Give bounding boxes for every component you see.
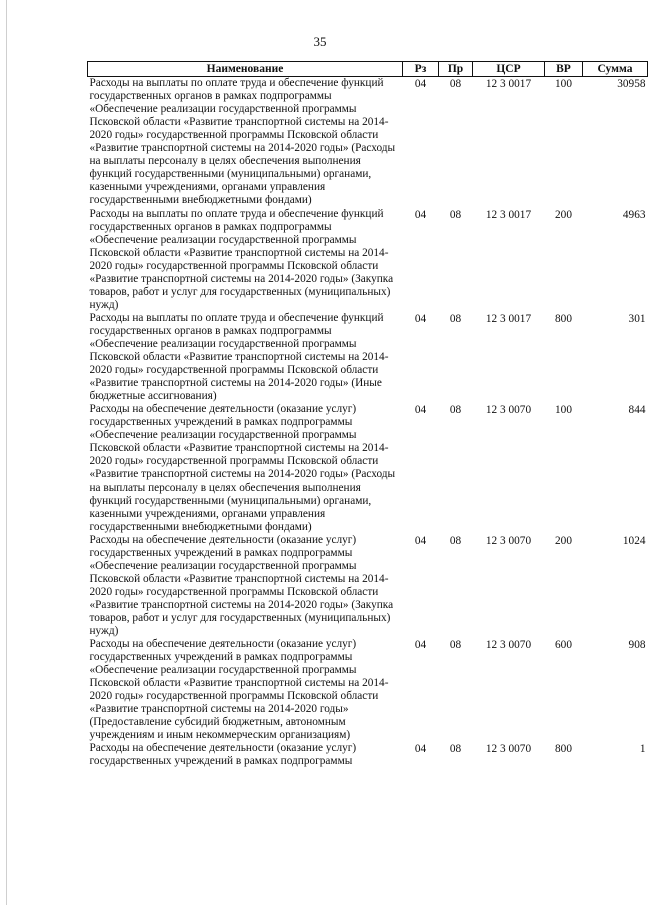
row-sum: 30958 (617, 78, 646, 91)
row-sum: 1 (639, 743, 646, 756)
row-sum: 844 (628, 404, 646, 417)
row-name: Расходы на выплаты по оплате труда и обеспечение функций государственных органов в рамках подпрограммы «Обеспечение реализации государственной программы Псковской области «Развитие транспортной системы на 2014-2020 годы» государственной программы Псковской области «Развитие транспортной системы на 2014-2020 годы» (Расходы на выплаты персоналу в целях обеспечения выполнения функций государственными (муниципальными) органами, казенными учреждениями, органами управления государственными внебюджетными фондами) (89, 77, 396, 207)
table-row (88, 312, 648, 403)
budget-table (87, 61, 648, 769)
row-csr: 12 3 0017 (485, 312, 532, 325)
row-csr: 12 3 0017 (485, 208, 532, 221)
row-vr: 800 (555, 312, 572, 325)
row-pr: 08 (449, 78, 462, 91)
row-vr: 600 (555, 639, 572, 652)
row-csr: 12 3 0070 (485, 534, 532, 547)
table-row (88, 77, 648, 208)
row-name: Расходы на обеспечение деятельности (оказание услуг) государственных учреждений в рамках подпрограммы «Обеспечение реализации государственной программы Псковской области «Развитие транспортной системы на 2014-2020 годы» государственной программы Псковской области «Развитие транспортной системы на 2014-2020 годы» (Расходы на выплаты персоналу в целях обеспечения выполнения функций государственными (муниципальными) органами, казенными учреждениями, органами управления государственными внебюджетными фондами) (89, 403, 396, 533)
row-pr: 08 (449, 208, 462, 221)
column-header-name: Наименование (88, 62, 403, 77)
row-vr: 200 (555, 208, 572, 221)
row-name: Расходы на обеспечение деятельности (оказание услуг) государственных учреждений в рамках подпрограммы (89, 742, 357, 768)
row-vr: 100 (555, 404, 572, 417)
row-csr: 12 3 0017 (485, 78, 532, 91)
table-row (88, 208, 648, 312)
row-rz: 04 (414, 208, 427, 221)
column-header-csr: ЦСР (473, 62, 545, 77)
row-rz: 04 (414, 639, 427, 652)
page-number: 35 (313, 34, 327, 49)
row-vr: 100 (555, 78, 572, 91)
column-header-pr: Пр (439, 62, 473, 77)
column-header-rz: Рз (403, 62, 439, 77)
column-header-vr: ВР (545, 62, 583, 77)
table-header-row (88, 62, 648, 77)
row-sum: 1024 (622, 534, 646, 547)
row-sum: 301 (628, 312, 646, 325)
row-rz: 04 (414, 534, 427, 547)
page-edge-line (6, 0, 7, 905)
row-csr: 12 3 0070 (485, 743, 532, 756)
row-rz: 04 (414, 78, 427, 91)
row-vr: 200 (555, 534, 572, 547)
row-name: Расходы на выплаты по оплате труда и обеспечение функций государственных органов в рамках подпрограммы «Обеспечение реализации государственной программы Псковской области «Развитие транспортной системы на 2014-2020 годы» государственной программы Псковской области «Развитие транспортной системы на 2014-2020 годы» (Иные бюджетные ассигнования) (89, 311, 389, 403)
table-row (88, 403, 648, 533)
row-name: Расходы на обеспечение деятельности (оказание услуг) государственных учреждений в рамках подпрограммы «Обеспечение реализации государственной программы Псковской области «Развитие транспортной системы на 2014-2020 годы» государственной программы Псковской области «Развитие транспортной системы на 2014-2020 годы» (Закупка товаров, работ и услуг для государственных (муниципальных) нужд) (89, 533, 394, 638)
row-csr: 12 3 0070 (485, 404, 532, 417)
row-rz: 04 (414, 312, 427, 325)
row-sum: 908 (628, 639, 646, 652)
table-row (88, 742, 648, 768)
row-rz: 04 (414, 404, 427, 417)
table-row (88, 638, 648, 742)
row-pr: 08 (449, 534, 462, 547)
row-name: Расходы на обеспечение деятельности (оказание услуг) государственных учреждений в рамках подпрограммы «Обеспечение реализации государственной программы Псковской области «Развитие транспортной системы на 2014-2020 годы» государственной программы Псковской области «Развитие транспортной системы на 2014-2020 годы» (Предоставление субсидий бюджетным, автономным учреждениям и иным некоммерческим организациям) (89, 638, 389, 742)
row-vr: 800 (555, 743, 572, 756)
table-row (88, 534, 648, 638)
row-csr: 12 3 0070 (485, 639, 532, 652)
row-pr: 08 (449, 312, 462, 325)
row-name: Расходы на выплаты по оплате труда и обеспечение функций государственных органов в рамках подпрограммы «Обеспечение реализации государственной программы Псковской области «Развитие транспортной системы на 2014-2020 годы» государственной программы Псковской области «Развитие транспортной системы на 2014-2020 годы» (Закупка товаров, работ и услуг для государственных (муниципальных) нужд) (89, 207, 394, 311)
row-rz: 04 (414, 743, 427, 756)
row-pr: 08 (449, 404, 462, 417)
column-header-sum: Сумма (583, 62, 648, 77)
row-sum: 4963 (622, 208, 646, 221)
row-pr: 08 (449, 639, 462, 652)
row-pr: 08 (449, 743, 462, 756)
